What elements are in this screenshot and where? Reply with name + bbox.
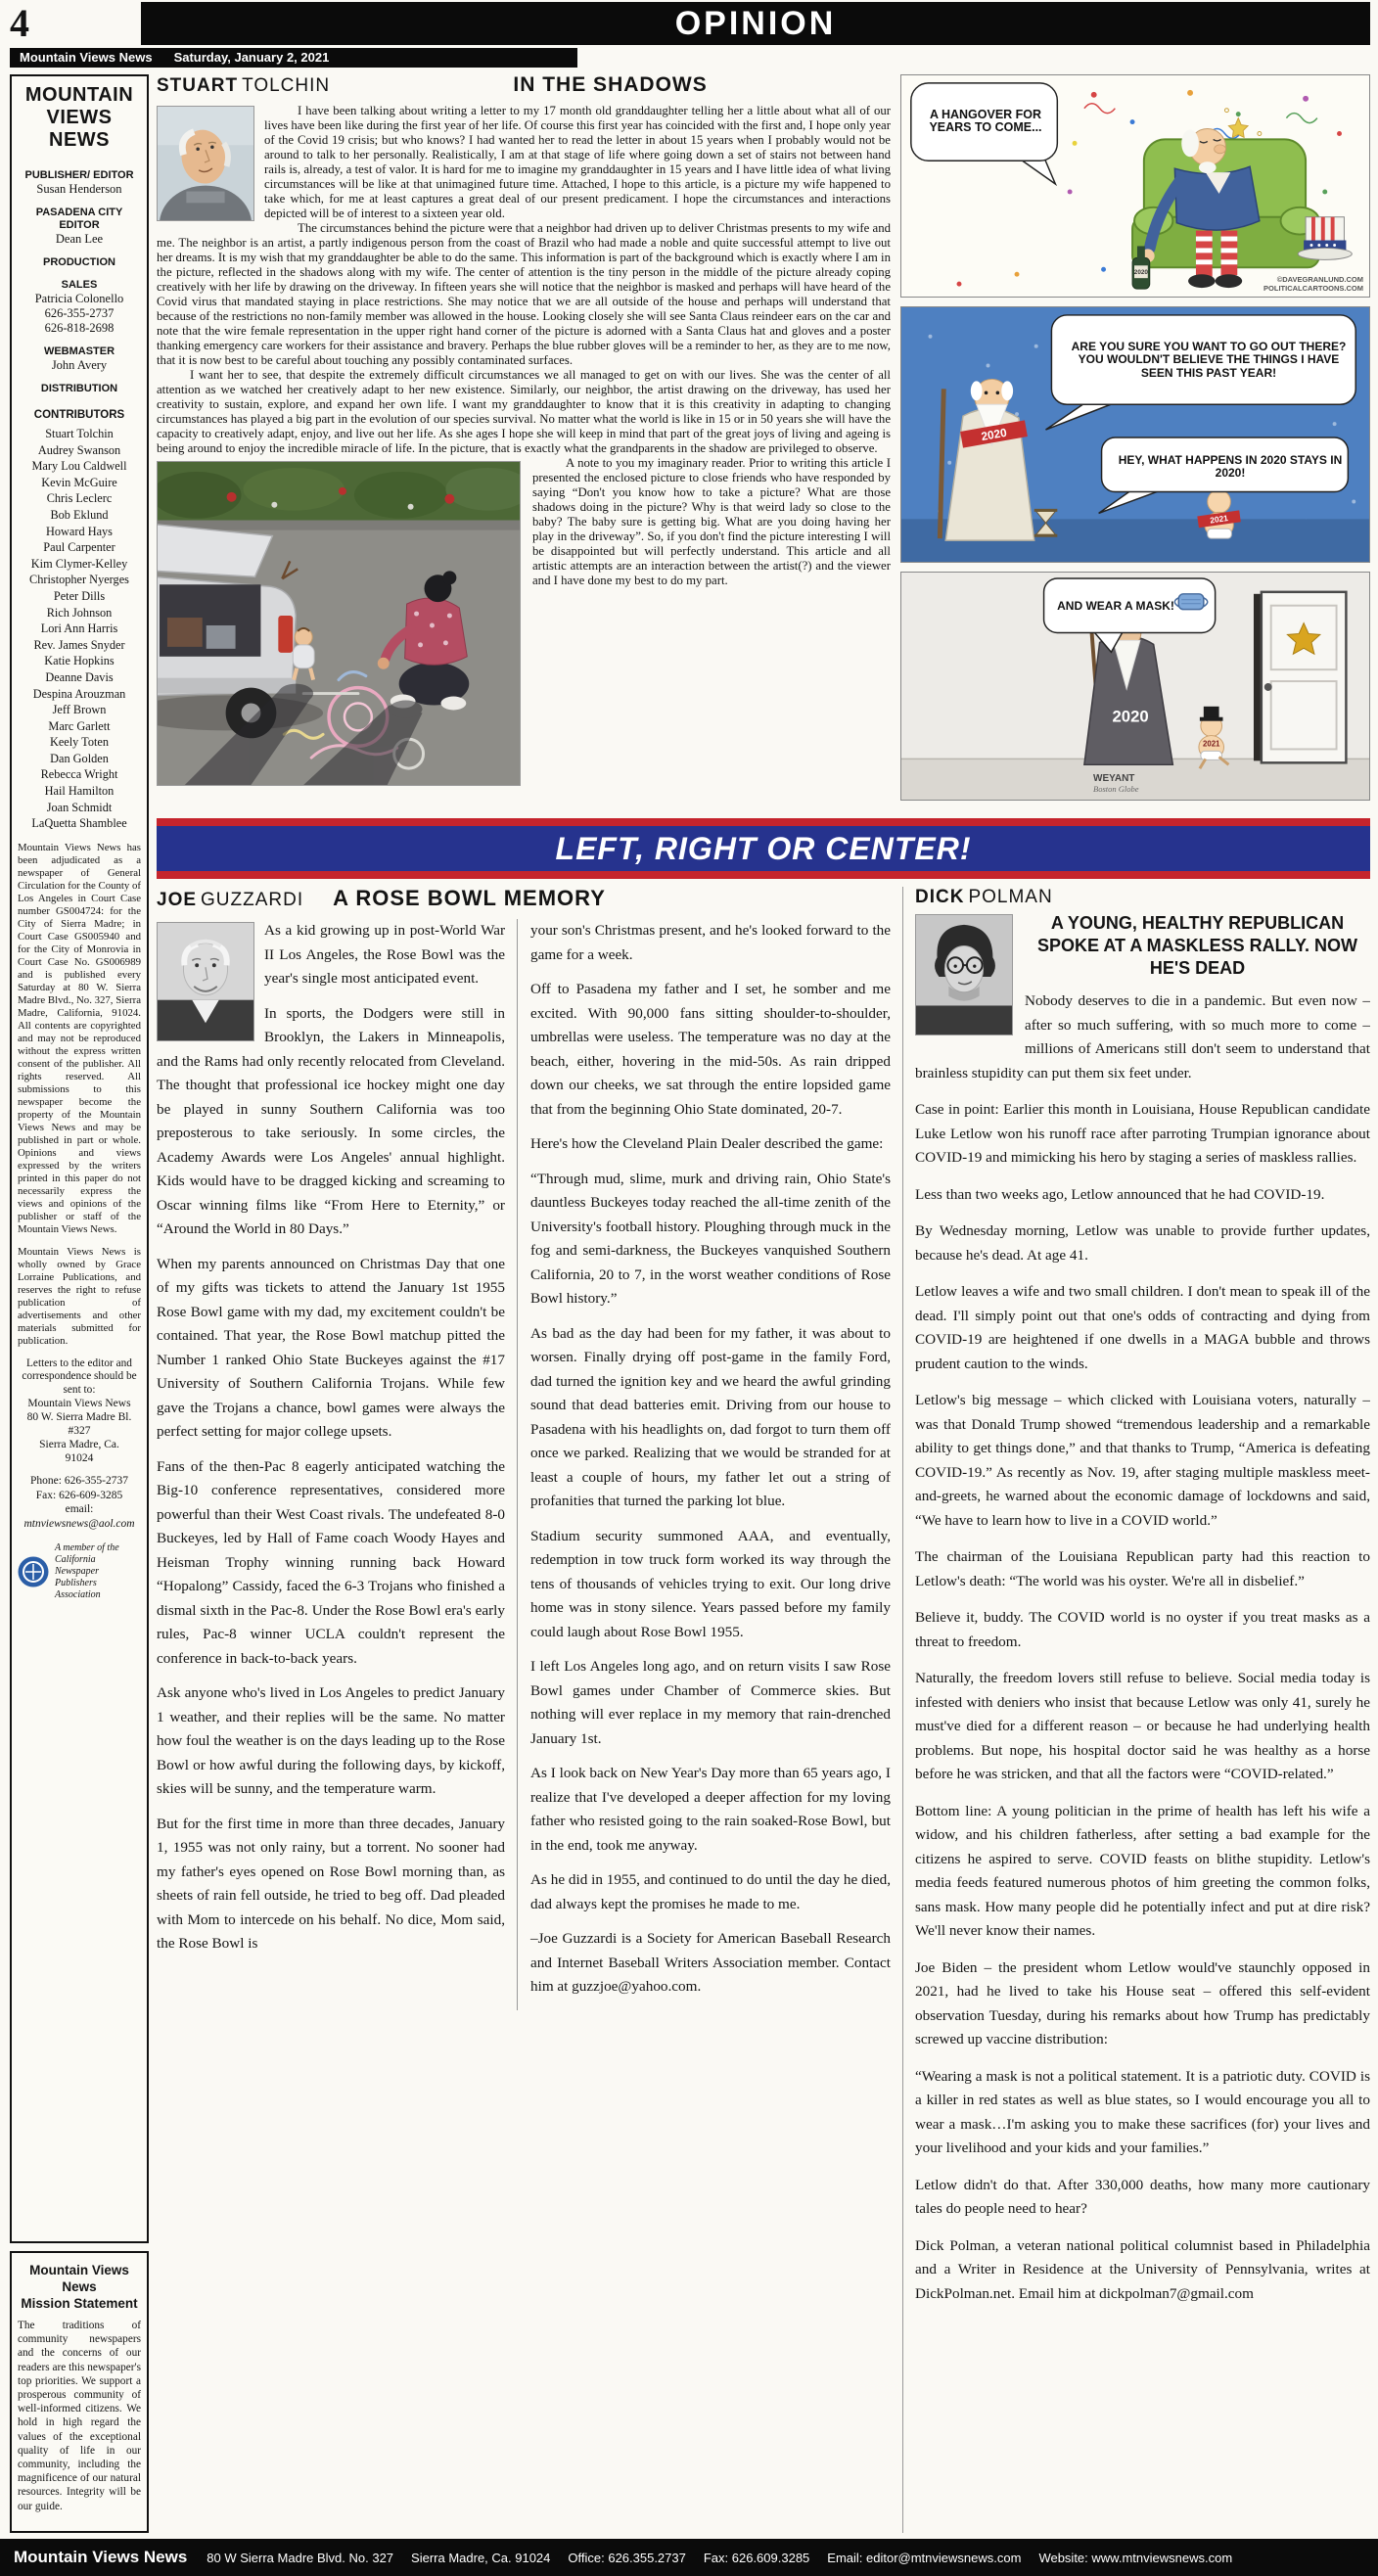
byline-first-name: STUART xyxy=(157,75,239,96)
contributors-heading: CONTRIBUTORS xyxy=(33,409,125,421)
driveway-photo-art xyxy=(158,462,520,785)
staff-name-sales: Patricia Colonello xyxy=(34,292,124,305)
article-paragraph: Bottom line: A young politician in the prime of health has left his wife a widow, and his children fatherless, after setting a bad example for the citizens he aspired to serve. COVID feasts on blithe stupidity. Letlow's media feeds featured numerous photos of him greeting the common folks, sans mask. How many people did he potentially infect and put at dire risk? We'll never know their names. xyxy=(915,1802,1370,1939)
driveway-chalk-photo xyxy=(157,461,521,786)
footer-brand: Mountain Views News xyxy=(14,2548,188,2566)
contributor-name: Rev. James Snyder xyxy=(33,637,125,652)
contact-email-label: email: xyxy=(65,1503,94,1516)
footer-part: Website: www.mtnviewsnews.com xyxy=(1038,2550,1233,2565)
article-paragraph: A note to you my imaginary reader. Prior to writing this article I presented the enclosed picture to close friends who have responded by saying “Don't you know how to take a picture? What are those shadows doing in the picture? Why is that weird lady so close to the baby? The baby sure is getting big. What are you doing having her play in the driveway”. So, if you don't find the picture interesting I will be disappointed but will perfectly understand. This article and all artistic attempts are an interaction between the artist(?) and the viewer and I have done my best to do my part. xyxy=(532,456,891,587)
polman-paragraphs xyxy=(915,989,1370,2222)
article-paragraph: Fans of the then-Pac 8 eagerly anticipated watching the Big-10 conference representatives, considered more powerful than their West Coast rivals. The undefeated 8-0 Buckeyes, led by Hall of Fame coach Woody Hayes and Heisman Trophy winning running back Howard “Hopalong” Cassidy, faced the 6-3 Trojans who finished a dismal sixth in the Pac-8. Under the Rose Bowl era's early rules, Pac-8 winner UCLA couldn't represent the conference in back-to-back years. xyxy=(157,1457,505,1667)
stuart-tolchin-headshot xyxy=(157,106,254,221)
letters-intro: Letters to the editor and correspondence should be sent to: xyxy=(22,1357,137,1396)
ownership-text: Mountain Views News is wholly owned by Grace Lorraine Publications, and reserves the right to refuse publication of advertisements and other materials submitted for publication. xyxy=(18,1245,141,1347)
article-paragraph: “Wearing a mask is not a political statement. It is a patriotic duty. COVID is a killer in red states as well as blue states, so I would encourage you all to wear a mask…I'm asking you to make these sacrifices (for) your lives and your livelihood and your kids and your families.” xyxy=(915,2067,1370,2156)
dick-polman-headshot xyxy=(915,914,1013,1035)
polman-headline: A YOUNG, HEALTHY REPUBLICAN SPOKE AT A MASKLESS RALLY. NOW HE'S DEAD xyxy=(1036,913,1358,978)
staff-role-distribution: DISTRIBUTION xyxy=(40,383,118,394)
editorial-cartoons-column xyxy=(900,74,1370,810)
letters-address xyxy=(17,1397,142,1465)
article-paragraph: Here's how the Cleveland Plain Dealer described the game: xyxy=(530,1135,884,1152)
staff-role-production: PRODUCTION xyxy=(43,256,115,268)
speech-bubble-text: HEY, WHAT HAPPENS IN 2020 STAYS IN 2020! xyxy=(1118,452,1343,480)
contributor-name: Katie Hopkins xyxy=(44,654,115,668)
contributor-name: Rebecca Wright xyxy=(40,767,118,782)
staff-role-city-editor: PASADENA CITY EDITOR xyxy=(35,207,123,231)
article-paragraph: I have been talking about writing a letter to my 17 month old granddaughter telling her a little about what all of our lives have been like during the first year of her life. Of course this first year has coincided with the first and, I hope only year of the Covid 19 crisis; but who knows? I had wanted her to read the letter in about 15 years when I probably would not be around to talk to her personally. Realistically, I am at that stage of life where going down a set of stairs not between hand rails is, already, a test of valor. It is hard for me to imagine my granddaughter in 15 years and I have little idea of what living circumstances will be like at that unimagined future time. Attached, I hope to this article, is a picture my wife happened to take which, for me at least captures a great deal of our present predicament. I hope the circumstances and interactions depicted will be of interest to a sixteen year old. xyxy=(264,104,891,220)
contributor-name: Peter Dills xyxy=(53,588,106,603)
article-paragraph: When my parents announced on Christmas Day that one of my gifts was tickets to attend the January 1st 1955 Rose Bowl game with my dad, my excitement couldn't be contained. That year, the Rose Bowl matchup pitted the Number 1 ranked Ohio State Buckeyes against the #17 University of Southern California Trojans. While few gave the Trojans a chance, bowl games were always the perfect setting for major college upsets. xyxy=(157,1255,505,1440)
cnpa-logo-icon xyxy=(17,1555,50,1588)
contributor-name: Paul Carpenter xyxy=(43,540,115,555)
article-paragraph: The chairman of the Louisiana Republican party had this reaction to Letlow's death: “The world was his oyster. We're all in disbelief.” xyxy=(915,1548,1370,1589)
article-paragraph: Joe Biden – the president whom Letlow would've staunchly opposed in 2021, had he lived to take his House seat – offered this self-evident observation Tuesday, during his remarks about how Trump has predictably screwed up vaccine distribution: xyxy=(915,1958,1370,2047)
mask-drawing xyxy=(1174,594,1207,610)
contributor-name: Mary Lou Caldwell xyxy=(31,459,127,474)
article-paragraph: I want her to see, that despite the extremely difficult circumstances we all managed to get on with our lives. She was the center of all attention as we watched her creatively adapt to her new existence. Similarly, our neighbor, the artist drawing on the driveway, has used her creativity to sustain, explore, and expand her own life. I want my granddaughter to know that it is this creativity in adapting to changing circumstances has played a big part in the evolution of our species survival. No matter what the world is like in 15 or in 50 years she will have the capacity to creatively adapt, enjoy, and live out her life. As she ages I hope she will keep in mind that part of the great joys of living and ageing is being around to enjoy the incredible miracle of life. In the picture, that is exactly what the grandparents in the shadow are privileged to observe. xyxy=(157,368,891,455)
masthead-date: Saturday, January 2, 2021 xyxy=(173,50,330,65)
robe-2020-label: 2020 xyxy=(1112,707,1149,726)
cnpa-membership-text: A member of the California Newspaper Publishers Association xyxy=(55,1542,119,1601)
footer-part: Office: 626.355.2737 xyxy=(568,2550,686,2565)
contributor-name: Lori Ann Harris xyxy=(40,621,118,636)
bottom-section xyxy=(157,887,1370,2533)
joe-guzzardi-headshot xyxy=(157,922,254,1041)
article-paragraph: Nobody deserves to die in a pandemic. But even now – after so much suffering, with so much more to come – millions of Americans still don't seem to understand that brainless stupidity can put them six feet under. xyxy=(915,992,1370,1081)
sash-2021-label: 2021 xyxy=(1209,513,1229,526)
sidebar-spacer xyxy=(17,1601,142,2233)
article-paragraph: “Through mud, slime, murk and driving rain, Ohio State's dauntless Buckeyes today reached the all-time zenith of the University's football history. Ploughing through muck in the fog and semi-darkness, the Buckeyes vanquished Southern California, 20 to 7, in the worst weather conditions of Rose Bowl history.” xyxy=(530,1170,891,1307)
page-header xyxy=(0,0,1378,45)
polman-byline xyxy=(915,887,1370,908)
article-paragraph: Ask anyone who's lived in Los Angeles to predict January 1 weather, and their replies will be the same. No matter how foul the weather is on the days leading up to the Rose Bowl or how awful during the following days, by kickoff, skies will be sunny, and the temperature warm. xyxy=(157,1684,505,1797)
page-number: 4 xyxy=(10,1,29,45)
paper-nameplate xyxy=(17,84,142,152)
article-paragraph: Letlow didn't do that. After 330,000 deaths, how many more cautionary tales do people need to hear? xyxy=(915,2176,1370,2217)
footer-part: 80 W Sierra Madre Blvd. No. 327 xyxy=(207,2550,394,2565)
contact-fax: Fax: 626-609-3285 xyxy=(35,1489,123,1501)
article-paragraph: Naturally, the freedom lovers still refuse to believe. Social media today is infested with deniers who insist that because Letlow was only 41, surely he must've died for a different reason – or because he had underlying health problems. But nope, his hospital doctor said he was healthy as a horse before he was stricken, and that all the factors were “COVID-related.” xyxy=(915,1670,1370,1782)
nameplate-line: VIEWS xyxy=(46,107,113,128)
mission-text: The traditions of community newspapers and the concerns of our readers are this newspaper's top priorities. We support a prosperous community of well-informed citizens. We hold in high regard the values of the exceptional quality of life in our community, including the magnificence of our natural resources. Integrity will be our guide. xyxy=(18,2320,141,2512)
baby-2021-label: 2021 xyxy=(1202,739,1220,749)
contributor-name: Despina Arouzman xyxy=(32,686,126,701)
contributor-name: Deanne Davis xyxy=(45,669,114,684)
address-line: 91024 xyxy=(65,1452,94,1465)
article-paragraph: But for the first time in more than three decades, January 1, 1955 was not only rainy, but a torrent. No sooner had my father's eyes opened on Rose Bowl morning than, as sheets of rain fell outside, he tried to beg off. Dad pleaded with Mom to intercede on his behalf. No dice, Mom said, the Rose Bowl is xyxy=(157,1815,505,1952)
byline-first-name: DICK xyxy=(915,887,965,907)
cartoon-credit: ©DAVEGRANLUND.COM POLITICALCARTOONS.COM xyxy=(1263,275,1363,293)
article-rose-bowl-memory xyxy=(157,887,891,2533)
contributor-name: Keely Toten xyxy=(49,735,110,750)
speech-bubble-text: ARE YOU SURE YOU WANT TO GO OUT THERE? YOU WOULDN'T BELIEVE THE THINGS I HAVE SEEN THIS PAST YEAR! xyxy=(1071,339,1347,380)
mission-heading-line1: Mountain Views News xyxy=(29,2263,129,2294)
staff-name-publisher: Susan Henderson xyxy=(36,182,122,196)
article-paragraph: Case in point: Earlier this month in Louisiana, House Republican candidate Luke Letlow won his runoff race after parroting Trumpian ignorance about COVID-19 and mimicking his hero by staging a series of maskless rallies. xyxy=(915,1101,1370,1166)
article-paragraph: By Wednesday morning, Letlow was unable to provide further updates, because he's dead. At age 41. xyxy=(915,1222,1370,1264)
address-line: 80 W. Sierra Madre Bl. #327 xyxy=(26,1411,132,1438)
article-paragraph: your son's Christmas present, and he's looked forward to the game for a week. xyxy=(530,922,891,963)
left-right-or-center-banner xyxy=(157,818,1370,879)
sales-phone-2: 626-818-2698 xyxy=(44,321,115,335)
contributor-name: Christopher Nyerges xyxy=(29,573,129,587)
bottle-label: 2020 xyxy=(1133,269,1149,277)
guzzardi-headline: A ROSE BOWL MEMORY xyxy=(333,887,606,910)
nameplate-line: NEWS xyxy=(49,129,110,151)
contributor-name: LaQuetta Shamblee xyxy=(31,816,127,831)
article-paragraph: Less than two weeks ago, Letlow announced that he had COVID-19. xyxy=(915,1185,1325,1203)
article-paragraph: Letlow leaves a wife and two small children. I don't mean to speak ill of the dead. I'll simply point out that one's odds of contracting and dying from COVID-19 are heightened if one dwells in a MAGA bubble and throws prudent caution to the winds. xyxy=(915,1283,1370,1372)
guzzardi-col2-paragraphs xyxy=(530,919,891,1916)
headshot-art xyxy=(158,107,253,220)
footer-info xyxy=(207,2551,1232,2565)
top-section xyxy=(157,74,1370,810)
article-paragraph: As a kid growing up in post-World War II Los Angeles, the Rose Bowl was the year's single most anticipated event. xyxy=(264,922,505,987)
staff-role-sales: SALES xyxy=(61,279,98,291)
footer-part: Fax: 626.609.3285 xyxy=(703,2550,810,2565)
contributor-name: Dan Golden xyxy=(50,751,109,765)
guzzardi-column-1 xyxy=(157,919,517,2010)
cartoonist-paper: Boston Globe xyxy=(1093,784,1139,794)
door xyxy=(1254,592,1346,762)
page-footer xyxy=(0,2539,1378,2576)
contact-block xyxy=(17,1474,142,1531)
article-paragraph: In sports, the Dodgers were still in Brooklyn, the Lakers in Minneapolis, and the Rams had only recently relocated from Cleveland. The thought that professional ice hockey might one day be played in sunny Southern California was too preposterous to take seriously. In some circles, the Academy Awards were Los Angeles' annual highlight. Kids would have to be dragged kicking and screaming to Oscar winning films like “From Here to Eternity,” or “Around the World in 80 Days.” xyxy=(157,1004,505,1237)
contact-email: mtnviewsnews@aol.com xyxy=(23,1517,135,1530)
tolchin-header xyxy=(157,74,891,97)
speech-bubble-text: A HANGOVER FOR YEARS TO COME... xyxy=(929,107,1042,134)
contact-phone: Phone: 626-355-2737 xyxy=(30,1475,128,1488)
author-bio: –Joe Guzzardi is a Society for American Baseball Research and Internet Baseball Writers Association member. Contact him at guzzjoe@yahoo.com. xyxy=(530,1930,891,1995)
mission-statement-box xyxy=(10,2251,149,2533)
section-title-bar: OPINION xyxy=(141,2,1370,45)
contributor-name: Jeff Brown xyxy=(52,703,107,717)
address-line: Sierra Madre, Ca. xyxy=(39,1439,119,1451)
masthead-paper-name: Mountain Views News xyxy=(20,50,153,65)
guzzardi-column-2 xyxy=(517,919,891,2010)
contributor-name: Hail Hamilton xyxy=(44,784,115,799)
cartoon-credit xyxy=(1093,773,1139,794)
contributor-name: Joan Schmidt xyxy=(46,800,113,814)
article-paragraph: I left Los Angeles long ago, and on return visits I saw Rose Bowl games under Chamber of Commerce skies. But nothing will ever replace in my memory that rain-drenched January 1st. xyxy=(530,1658,891,1747)
byline-last-name: GUZZARDI xyxy=(201,890,304,910)
tolchin-byline xyxy=(157,75,330,97)
contributor-name: Bob Eklund xyxy=(50,507,109,522)
byline-last-name: POLMAN xyxy=(968,887,1053,907)
article-in-the-shadows xyxy=(157,74,891,810)
contributor-name: Stuart Tolchin xyxy=(45,427,114,440)
article-paragraph: Off to Pasadena my father and I set, he somber and me excited. With 90,000 fans sitting shoulder-to-shoulder, umbrellas were useless. The temperature was no day at the beach, either, hovering in the mid-50s. As rain dripped down our cheeks, we sat through the entire lopsided game that from the beginning Ohio State dominated, 20-7. xyxy=(530,981,891,1118)
headshot-art xyxy=(916,915,1012,1035)
article-paragraph: Stadium security summoned AAA, and eventually, redemption in tow truck form worked its way through the tens of thousands of vehicles trying to exit. Our long drive home was in stony silence. Years passed before my family could laugh about Rose Bowl 1955. xyxy=(530,1527,891,1640)
nameplate-line: MOUNTAIN xyxy=(24,84,134,106)
article-paragraph: Letlow's big message – which clicked with Louisiana voters, naturally – was that Donald Trump showed “tremendous leadership and a remarkable ability to get things done,” and that thanks to Trump, “America is defeating COVID-19.” As recently as Nov. 19, after staging multiple maskless meet-and-greets, he warned about the economic damage of lockdowns and said, “We have to learn how to live in a COVID world.” xyxy=(915,1392,1370,1529)
staff-role-publisher: PUBLISHER/ EDITOR xyxy=(24,169,134,181)
uncle-sam-hat xyxy=(1298,217,1352,260)
guzzardi-byline xyxy=(157,890,303,911)
contributor-name: Kevin McGuire xyxy=(41,475,117,489)
contributor-name: Audrey Swanson xyxy=(37,442,121,457)
contributors-list xyxy=(17,426,142,832)
guzzardi-col1-paragraphs xyxy=(157,919,505,1956)
masthead-sidebar xyxy=(10,74,149,2533)
byline-first-name: JOE xyxy=(157,890,198,910)
article-maskless-rally xyxy=(902,887,1370,2533)
sales-phone-1: 626-355-2737 xyxy=(44,306,115,320)
mission-heading-line2: Mission Statement xyxy=(21,2296,138,2311)
staff-role-webmaster: WEBMASTER xyxy=(43,345,115,357)
article-paragraph: Believe it, buddy. The COVID world is no oyster if you treat masks as a threat to freedom. xyxy=(915,1609,1370,1650)
article-paragraph: As I look back on New Year's Day more than 65 years ago, I realize that I've developed a deeper affection for my loving father who resisted going to the rain soaked-Rose Bowl, but in the end, took me anyway. xyxy=(530,1765,891,1854)
adjudication-text: Mountain Views News has been adjudicated as a newspaper of General Circulation for the County of Los Angeles in Court Case number GS004724: for the City of Sierra Madre; in Court Case GS005940 and for the City of Monrovia in Court Case No. GS006989 and is published every Saturday at 80 W. Sierra Madre Blvd., No. 327, Sierra Madre, California, 91024. All contents are copyrighted and may not be reproduced without the express written consent of the publisher. All rights reserved. All submissions to this newspaper become the property of the Mountain Views News and may be published in part or whole. Opinions and views expressed by the writers printed in this paper do not necessarily express the views and opinions of the publisher or staff of the Mountain Views News. xyxy=(18,841,141,1235)
cnpa-membership xyxy=(17,1542,142,1601)
contributor-name: Marc Garlett xyxy=(48,718,111,733)
article-paragraph: The circumstances behind the picture were that a neighbor had driven up to deliver Christmas presents to my wife and me. The neighbor is an artist, a partly indigenous person from the coast of Brazil who had made a noble and quite successful attempt to live out her dreams. It is my wish that my granddaughter be able to do the same. This information is part of the background which is exactly where I am in the picture, reflected in the shadows along with my wife. The center of attention is the tiny person in the middle of the picture already coping creatively with her life by drawing on the driveway. In fifteen years she will notice that the neighbor is masked and perhaps will have heard of the Covid virus that mandated staying in place restrictions. She may notice that we are all outside of the house and perhaps will understand that because of the restrictions no non-family member was allowed in the house. Looking closely she will see Santa Claus reindeer ears on the car and note that the wire female representation in the upper right hand corner of the picture is adorned with a Santa Claus hat and gloves and a poster thanking emergency care workers for their assistance and bravery. Perhaps the blue rubber gloves will be a reminder to her, as they are to me now, that it is now best to be careful about touching any possibly contaminated surfaces. xyxy=(157,221,891,367)
guzzardi-header xyxy=(157,887,891,911)
cartoon-2020-2021 xyxy=(900,306,1370,563)
staff-name-webmaster: John Avery xyxy=(51,358,108,372)
byline-last-name: TOLCHIN xyxy=(242,75,331,96)
banner-text: LEFT, RIGHT OR CENTER! xyxy=(555,831,972,866)
author-bio: Dick Polman, a veteran national political columnist based in Philadelphia and a Writer in Residence at the University of Pennsylvania, writes at DickPolman.net. Email him at dickpolman7@gmail.com xyxy=(915,2236,1370,2302)
cartoon-hangover xyxy=(900,74,1370,298)
cartoon-wear-a-mask xyxy=(900,572,1370,801)
sidebar-masthead-box xyxy=(10,74,149,2243)
article-paragraph: As he did in 1955, and continued to do until the day he died, dad always kept the promises he made to me. xyxy=(530,1871,891,1912)
contributor-name: Howard Hays xyxy=(46,524,113,538)
main-content-column xyxy=(157,74,1370,2533)
sash-2020-label: 2020 xyxy=(980,425,1008,444)
footer-part: Email: editor@mtnviewsnews.com xyxy=(827,2550,1022,2565)
staff-name-city-editor: Dean Lee xyxy=(55,232,104,246)
speech-bubble-text: AND WEAR A MASK! xyxy=(1057,599,1174,614)
article-paragraph: As bad as the day had been for my father, it was about to worsen. Finally drying off post-game in the family Ford, dad turned the ignition key and we heard the awful grinding sound that dead batteries emit. Driving from our house to Pasadena with his headlights on, dad forgot to turn them off once we parked. Realizing that we would be stranded for at least a couple of hours, my father let out a string of profanities that turned the parking lot blue. xyxy=(530,1324,891,1509)
tolchin-headline: IN THE SHADOWS xyxy=(513,74,708,96)
contributor-name: Kim Clymer-Kelley xyxy=(30,556,128,571)
contributor-name: Rich Johnson xyxy=(46,605,113,620)
headshot-art xyxy=(158,923,253,1040)
footer-part: Sierra Madre, Ca. 91024 xyxy=(411,2550,551,2565)
contributor-name: Chris Leclerc xyxy=(46,491,113,506)
masthead-date-bar xyxy=(10,48,577,68)
address-line: Mountain Views News xyxy=(27,1398,131,1410)
cartoonist-signature: WEYANT xyxy=(1093,773,1135,784)
